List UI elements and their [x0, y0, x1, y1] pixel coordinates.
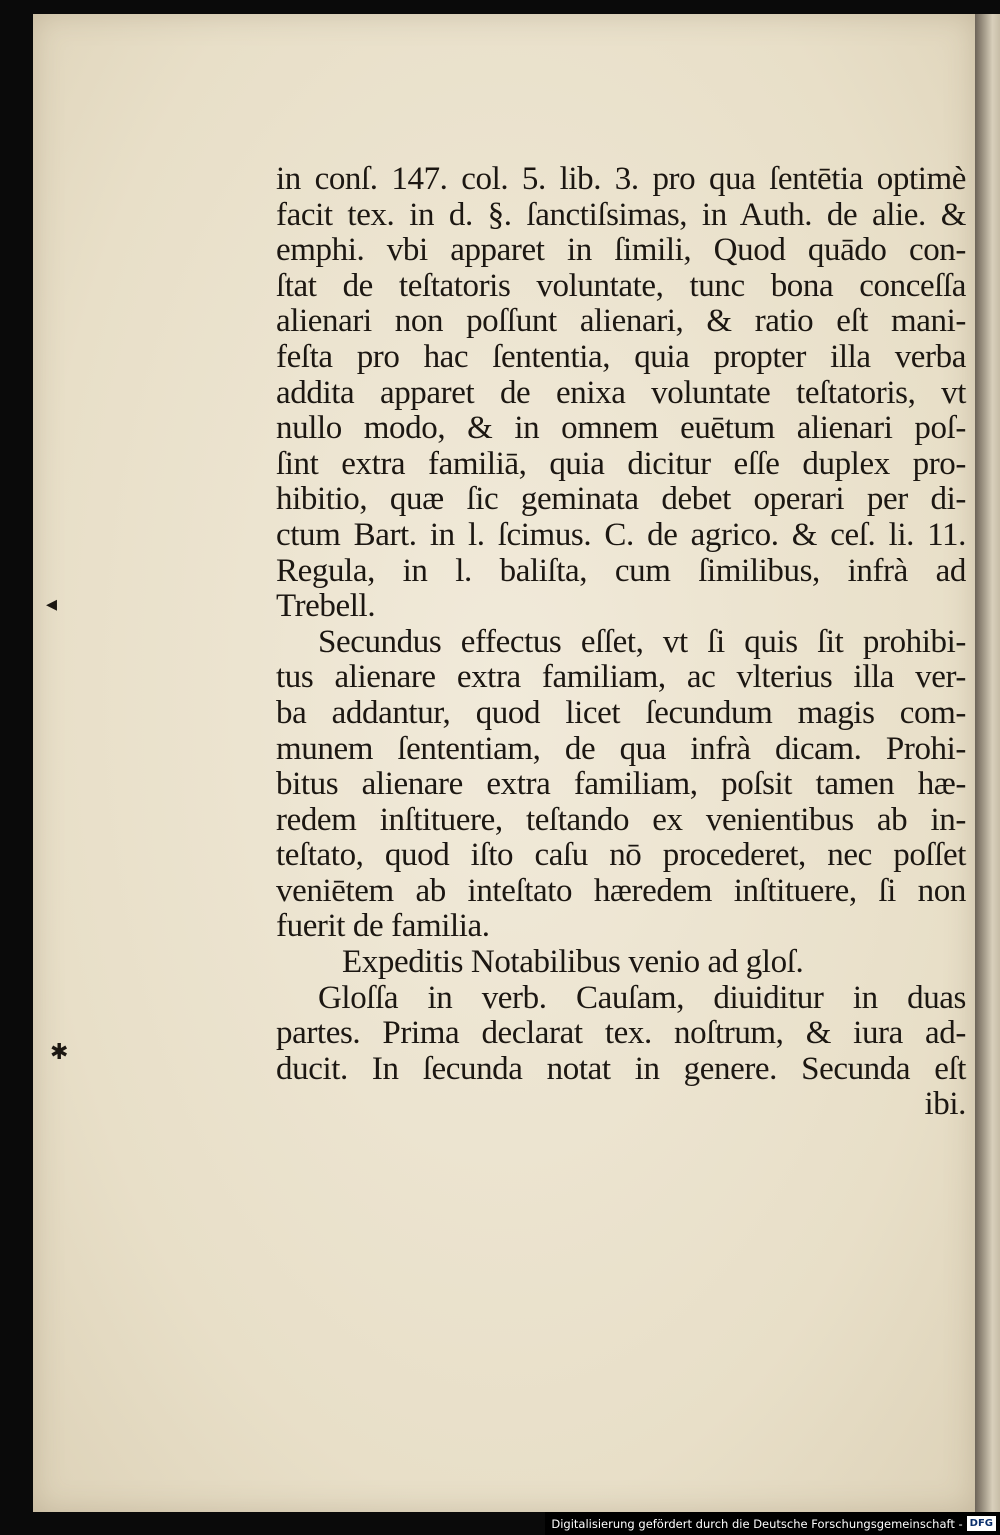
text-line: veniētem ab inteſtato hæredem inſtituere, ſi non [276, 872, 966, 909]
text-line: bitus alienare extra familiam, poſsit tamen hæ- [276, 766, 966, 803]
text-line: in conſ. 147. col. 5. lib. 3. pro qua ſentētia optimè [276, 161, 966, 197]
text-line: facit tex. in d. §. ſanctiſsimas, in Auth. de alie. & [276, 196, 966, 233]
dfg-logo: DFG [967, 1516, 996, 1531]
text-line: emphi. vbi apparet in ſimili, Quod quādo con- [276, 232, 966, 269]
text-line: feſta pro hac ſententia, quia propter illa verba [276, 338, 966, 375]
text-line: ſint extra familiā, quia dicitur eſſe duplex pro- [276, 445, 966, 482]
text-line: addita apparet de enixa voluntate teſtatoris, vt [276, 374, 966, 411]
margin-mark-upper: ◂ [46, 592, 58, 617]
text-line: fuerit de familia. [276, 908, 490, 945]
catchword: ibi. [924, 1086, 966, 1123]
body-text [276, 162, 966, 1123]
text-line: Regula, in l. baliſta, cum ſimilibus, infrà ad [276, 552, 966, 589]
text-line: nullo modo, & in omnem euētum alienari poſ- [276, 410, 966, 447]
text-line: redem inſtituere, teſtando ex venientibus ab in- [276, 801, 966, 838]
text-line: tus alienare extra familiam, ac vlterius illa ver- [276, 659, 966, 696]
paragraph-start-line: Secundus effectus eſſet, vt ſi quis ſit prohibi- [318, 623, 966, 660]
text-line: munem ſententiam, de qua infrà dicam. Prohi- [276, 730, 966, 767]
digitization-footer [545, 1512, 1000, 1535]
text-line: ba addantur, quod licet ſecundum magis com- [276, 694, 966, 731]
text-line: hibitio, quæ ſic geminata debet operari per di- [276, 481, 966, 518]
text-line: Trebell. [276, 588, 376, 625]
paragraph-start-line: Gloſſa in verb. Cauſam, diuiditur in duas [318, 979, 966, 1016]
page-gutter [975, 14, 1000, 1512]
paragraph-start-line: Expeditis Notabilibus venio ad gloſ. [342, 944, 804, 981]
footer-credit: Digitalisierung gefördert durch die Deutsche Forschungsgemeinschaft - [551, 1516, 963, 1531]
text-line: teſtato, quod iſto caſu nō procederet, nec poſſet [276, 837, 966, 874]
text-line: ducit. In ſecunda notat in genere. Secunda eſt [276, 1050, 966, 1087]
text-line: alienari non poſſunt alienari, & ratio eſt mani- [276, 303, 966, 340]
text-line: ctum Bart. in l. ſcimus. C. de agrico. & ceſ. li. 11. [276, 516, 966, 553]
text-line: partes. Prima declarat tex. noſtrum, & iura ad- [276, 1015, 966, 1052]
text-line: ſtat de teſtatoris voluntate, tunc bona conceſſa [276, 267, 966, 304]
margin-mark-lower: ✱ [50, 1040, 69, 1065]
